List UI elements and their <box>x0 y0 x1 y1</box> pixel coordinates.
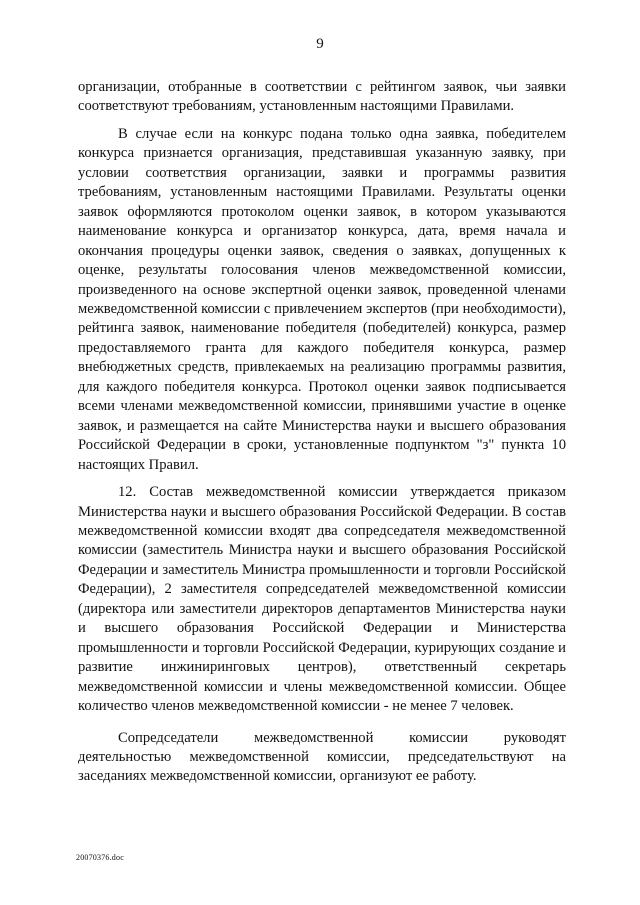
paragraph-co-chairs: Сопредседатели межведомственной комиссии руководят деятельностью межведомственной комиссии, председательствуют на заседаниях межведомственной комиссии, организуют ее работу. <box>78 729 566 785</box>
footer-file-code: 20070376.doc <box>76 853 124 862</box>
page-number: 9 <box>316 36 324 52</box>
document-body <box>78 78 566 787</box>
paragraph-single-application: В случае если на конкурс подана только одна заявка, победителем конкурса признается организация, представившая указанную заявку, при условии соответствия организации, заявки и программы развития требованиям, установленным настоящими Правилами. Результаты оценки заявок оформляются протоколом оценки заявок, в котором указываются наименование конкурса и организатор конкурса, дата, время начала и окончания процедуры оценки заявок, сведения о заявках, допущенных к оценке, результаты голосования членов межведомственной комиссии, произведенного на основе экспертной оценки заявок, проведенной членами межведомственной комиссии с привлечением экспертов (при необходимости), рейтинга заявок, наименование победителя (победителей) конкурса, размер предоставляемого гранта для каждого победителя конкурса, размер внебюджетных средств, привлекаемых на реализацию программы развития, для каждого победителя конкурса. Протокол оценки заявок подписывается всеми членами межведомственной комиссии, принявшими участие в оценке заявок, и размещается на сайте Министерства науки и высшего образования Российской Федерации в сроки, установленные подпунктом "з" пункта 10 настоящих Правил. <box>78 125 566 473</box>
paragraph-commission-composition: 12. Состав межведомственной комиссии утверждается приказом Министерства науки и высшего образования Российской Федерации. В состав межведомственной комиссии входят два сопредседателя межведомственной комиссии (заместитель Министра науки и высшего образования Российской Федерации и заместитель Министра промышленности и торговли Российской Федерации), 2 заместителя сопредседателей межведомственной комиссии (директора или заместители директоров департаментов Министерства науки и высшего образования Российской Федерации и Министерства промышленности и торговли Российской Федерации, курирующих создание и развитие инжиниринговых центров), ответственный секретарь межведомственной комиссии и члены межведомственной комиссии. Общее количество членов межведомственной комиссии - не менее 7 человек. <box>78 484 566 715</box>
paragraph-continuation: организации, отобранные в соответствии с рейтингом заявок, чьи заявки соответствуют требованиям, установленным настоящими Правилами. <box>78 79 566 115</box>
